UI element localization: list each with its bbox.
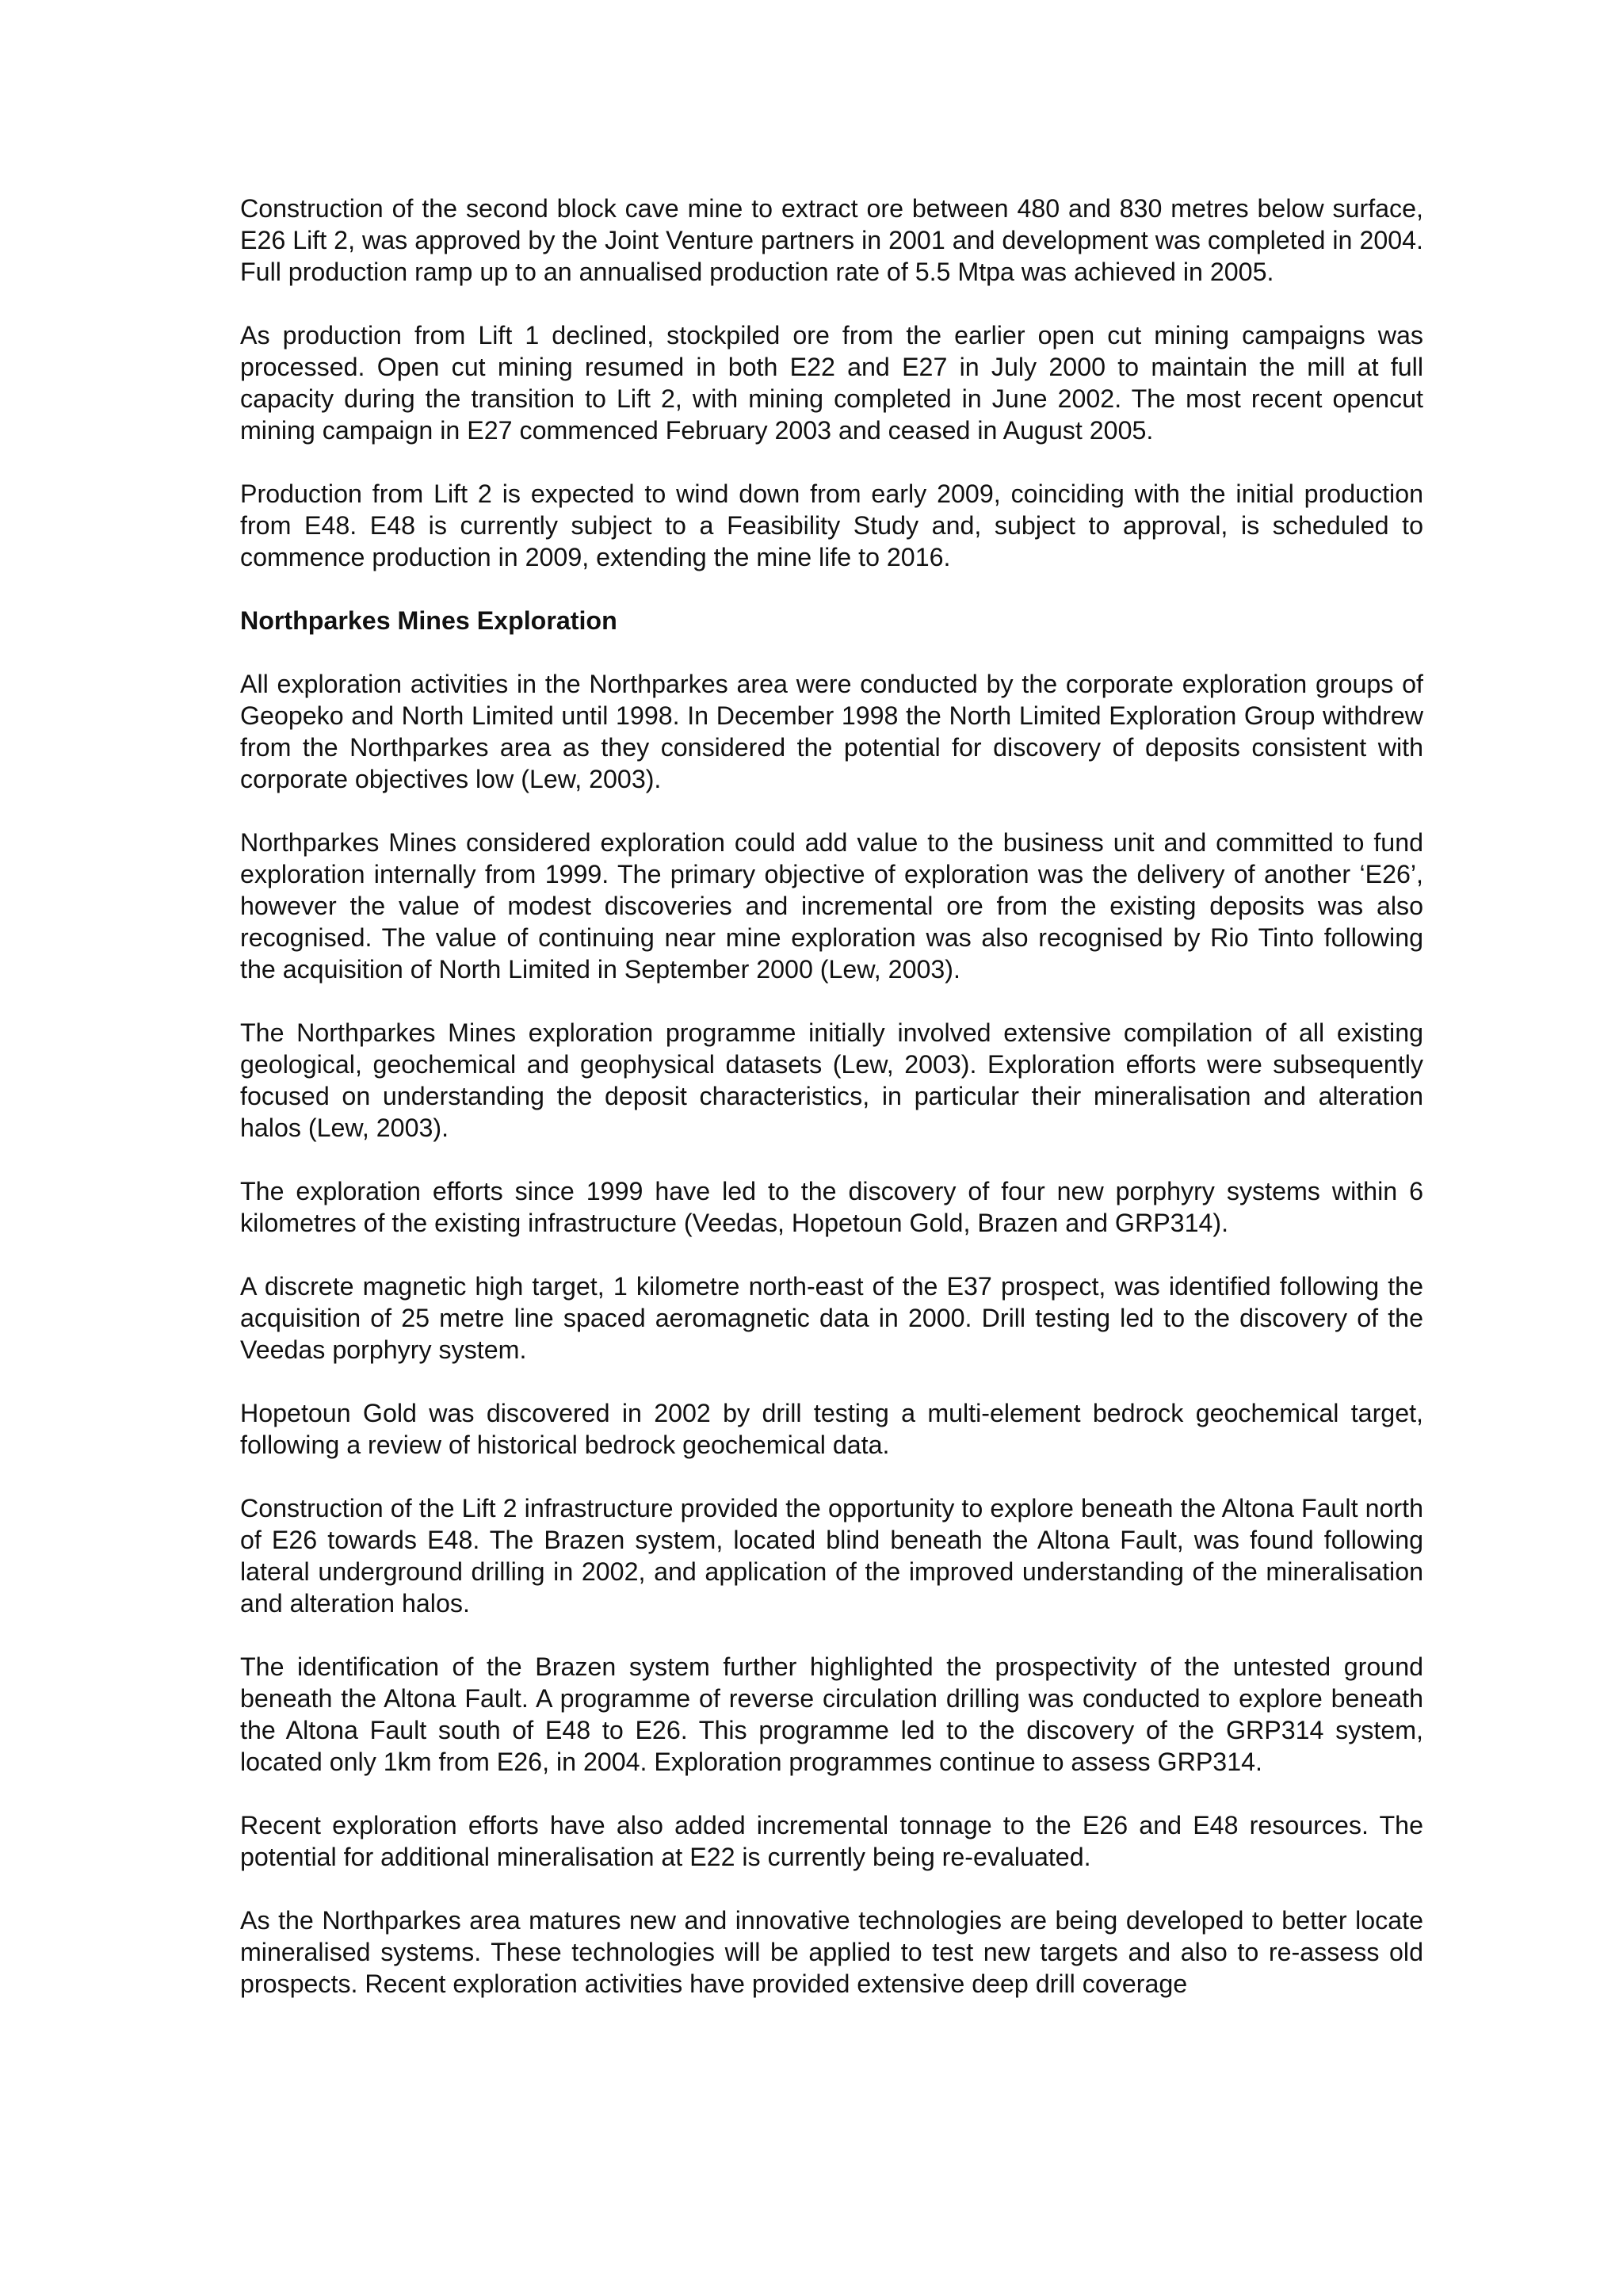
- paragraph-lift2-construction: Construction of the second block cave mine to extract ore between 480 and 830 metres below surface, E26 Lift 2, was approved by the Joint Venture partners in 2001 and development was completed in 2004. Full production ramp up to an annualised production rate of 5.5 Mtpa was achieved in 2005.: [240, 194, 1423, 286]
- section-heading: Northparkes Mines Exploration: [240, 606, 617, 635]
- paragraph-new-discoveries: The exploration efforts since 1999 have led to the discovery of four new porphyry systems within 6 kilometres of the existing infrastructure (Veedas, Hopetoun Gold, Brazen and GRP314).: [240, 1177, 1423, 1237]
- paragraph-hopetoun-gold: Hopetoun Gold was discovered in 2002 by drill testing a multi-element bedrock geochemical target, following a review of historical bedrock geochemical data.: [240, 1399, 1423, 1459]
- paragraph-brazen: Construction of the Lift 2 infrastructure provided the opportunity to explore beneath the Altona Fault north of E26 towards E48. The Brazen system, located blind beneath the Altona Fault, was found following lateral underground drilling in 2002, and application of the improved understanding of the mineralisation and alteration halos.: [240, 1494, 1423, 1618]
- paragraph-grp314: The identification of the Brazen system further highlighted the prospectivity of the untested ground beneath the Altona Fault. A programme of reverse circulation drilling was conducted to explore beneath the Altona Fault south of E48 to E26. This programme led to the discovery of the GRP314 system, located only 1km from E26, in 2004. Exploration programmes continue to assess GRP314.: [240, 1652, 1423, 1776]
- paragraph-open-cut-mining: As production from Lift 1 declined, stockpiled ore from the earlier open cut mining campaigns was processed. Open cut mining resumed in both E22 and E27 in July 2000 to maintain the mill at full capacity during the transition to Lift 2, with mining completed in June 2002. The most recent opencut mining campaign in E27 commenced February 2003 and ceased in August 2005.: [240, 321, 1423, 445]
- paragraph-internal-exploration: Northparkes Mines considered exploration could add value to the business unit and committed to fund exploration internally from 1999. The primary objective of exploration was the delivery of another ‘E26’, however the value of modest discoveries and incremental ore from the existing deposits was also recognised. The value of continuing near mine exploration was also recognised by Rio Tinto following the acquisition of North Limited in September 2000 (Lew, 2003).: [240, 828, 1423, 984]
- paragraph-corporate-exploration: All exploration activities in the Northparkes area were conducted by the corporate exploration groups of Geopeko and North Limited until 1998. In December 1998 the North Limited Exploration Group withdrew from the Northparkes area as they considered the potential for discovery of deposits consistent with corporate objectives low (Lew, 2003).: [240, 670, 1423, 793]
- paragraph-veedas: A discrete magnetic high target, 1 kilometre north-east of the E37 prospect, was identified following the acquisition of 25 metre line spaced aeromagnetic data in 2000. Drill testing led to the discovery of the Veedas porphyry system.: [240, 1272, 1423, 1364]
- paragraph-new-technologies: As the Northparkes area matures new and innovative technologies are being developed to better locate mineralised systems. These technologies will be applied to test new targets and also to re-assess old prospects. Recent exploration activities have provided extensive deep drill coverage: [240, 1906, 1423, 1998]
- paragraph-lift2-wind-down: Production from Lift 2 is expected to wind down from early 2009, coinciding with the initial production from E48. E48 is currently subject to a Feasibility Study and, subject to approval, is scheduled to commence production in 2009, extending the mine life to 2016.: [240, 479, 1423, 571]
- paragraph-incremental-tonnage: Recent exploration efforts have also added incremental tonnage to the E26 and E48 resources. The potential for additional mineralisation at E22 is currently being re-evaluated.: [240, 1811, 1423, 1871]
- document-page: [240, 193, 1423, 2000]
- paragraph-exploration-programme: The Northparkes Mines exploration programme initially involved extensive compilation of all existing geological, geochemical and geophysical datasets (Lew, 2003). Exploration efforts were subsequently focused on understanding the deposit characteristics, in particular their mineralisation and alteration halos (Lew, 2003).: [240, 1018, 1423, 1142]
